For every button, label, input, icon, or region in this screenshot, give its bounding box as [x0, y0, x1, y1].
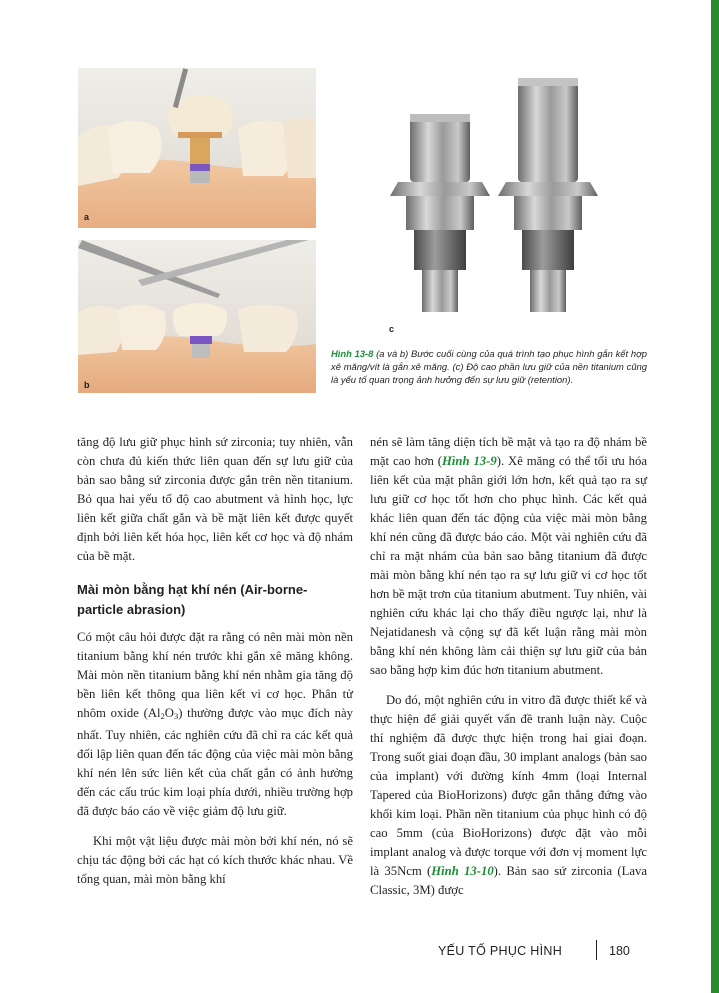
right-paragraph-1	[370, 433, 647, 680]
figure-caption	[331, 347, 647, 386]
right-column	[370, 433, 647, 900]
figure-b-photo	[78, 240, 316, 393]
panel-label-a: a	[84, 212, 90, 222]
caption-text: (a và b) Bước cuối cùng của quá trình tạo phục hình gắn kết hợp xê măng/vít là gắn xê măng. (c) Độ cao phần lưu giữ của nền titanium cũng là yếu tố quan trọng ảnh hưởng đến sự lưu giữ (retention).	[331, 348, 647, 385]
left-paragraph-2	[77, 628, 353, 821]
figure-a-photo	[78, 68, 316, 228]
page-footer	[438, 940, 638, 962]
right-paragraph-1-part: ). Xê măng có thể tối ưu hóa liên kết của mặt phân giới lớn hơn, kết quả tạo ra sự lưu giữ cơ học tốt hơn cho phục hình. Các kết quả khác liên quan đến tác động của việc mài mòn bằng khí nén cũng đã được báo cáo. Một vài nghiên cứu đã chỉ ra mặt nhám của bản sao bằng titanium đã được mài mòn bằng khí nén tạo ra sự lưu giữ vi cơ học tốt hơn bề mặt trơn của titanium abutment. Tuy nhiên, vài nghiên cứu khác lại cho thấy điều ngược lại, như là Nejatidanesh và cộng sự đã kết luận rằng mài mòn bằng khí nén không làm cải thiện sự lưu giữ của bản sao bằng hợp kim đúc hơn titanium abutment.	[370, 454, 647, 677]
right-paragraph-2-part: Do đó, một nghiên cứu in vitro đã được thiết kế và thực hiện để giải quyết vấn đề tranh luận này. Cuộc thí nghiệm đã được thực hiện trong hai giai đoạn. Trong suốt giai đoạn đầu, 30 implant analogs (bản sao của implant) với đường kính 4mm (loại Internal Tapered của BioHorizons) được gắn thẳng đứng vào khối kim loại. Phần nền titanium của phục hình có độ cao 5mm (của BioHorizons) được đặt vào mỗi implant analog và được torque với đơn vị moment lực là 35Ncm (	[370, 693, 647, 878]
left-paragraph-2-part: O	[164, 706, 174, 720]
left-paragraph-2-part: Có một câu hỏi được đặt ra rằng có nên mài mòn nền titanium bằng khí nén trước khi gắn xê măng không. Mài mòn nền titanium bằng khí nén nhằm gia tăng độ bền liên kết thông qua liên kết vi cơ học. Phân tử nhôm oxide (Al	[77, 630, 353, 720]
panel-label-c: c	[389, 324, 395, 334]
left-paragraph-1: tăng độ lưu giữ phục hình sứ zirconia; tuy nhiên, vẫn còn chưa đủ kiến thức liên quan đến sự lưu giữ của bản sao bằng sứ zirconia được gắn trên nền titanium. Bỏ qua hai yếu tố độ cao abutment và hình học, lực liên kết giữa chất gắn và bề mặt liên kết được quyết định bởi liên kết hóa học, liên kết cơ học và độ nhám của bề mặt.	[77, 435, 353, 563]
running-title: YẾU TỐ PHỤC HÌNH	[438, 944, 563, 958]
left-paragraph-2-part: ) thường được vào mục đích này nhất. Tuy nhiên, các nghiên cứu đã chỉ ra các kết quả đối lập liên quan đến tác động của việc mài mòn bằng khí nén lên sức liên kết của chất gắn có ảnh hưởng đến các cấu trúc kim loại phía dưới, nhiều trường hợp đã được báo cáo về việc giảm độ lưu giữ.	[77, 706, 353, 818]
right-paragraph-2	[370, 691, 647, 900]
figure-c-photo	[330, 68, 642, 340]
figure-reference-link[interactable]: Hình 13-10	[431, 864, 494, 878]
section-heading: Mài mòn bằng hạt khí nén (Air-borne-particle abrasion)	[77, 582, 308, 617]
panel-label-b: b	[84, 380, 90, 390]
right-paragraph-1-part: nén sẽ làm tăng diện tích bề mặt và tạo ra độ nhám bề mặt cao hơn (	[370, 435, 647, 468]
page-edge-strip	[711, 0, 719, 993]
subscript-3: 3	[173, 711, 179, 721]
figure-reference-link[interactable]: Hình 13-9	[442, 454, 497, 468]
left-paragraph-3: Khi một vật liệu được mài mòn bởi khí nén, nó sẽ chịu tác động bởi các hạt có kích thước khác nhau. Về tổng quan, mài mòn bằng khí	[77, 834, 353, 886]
left-column	[77, 433, 353, 889]
page-number: 180	[609, 944, 630, 958]
right-paragraph-2-part: ). Bản sao sứ zirconia (Lava Classic, 3M) được	[370, 864, 648, 897]
footer-divider	[596, 940, 597, 960]
caption-figure-label: Hình 13-8	[331, 348, 374, 359]
subscript-2: 2	[160, 711, 165, 721]
